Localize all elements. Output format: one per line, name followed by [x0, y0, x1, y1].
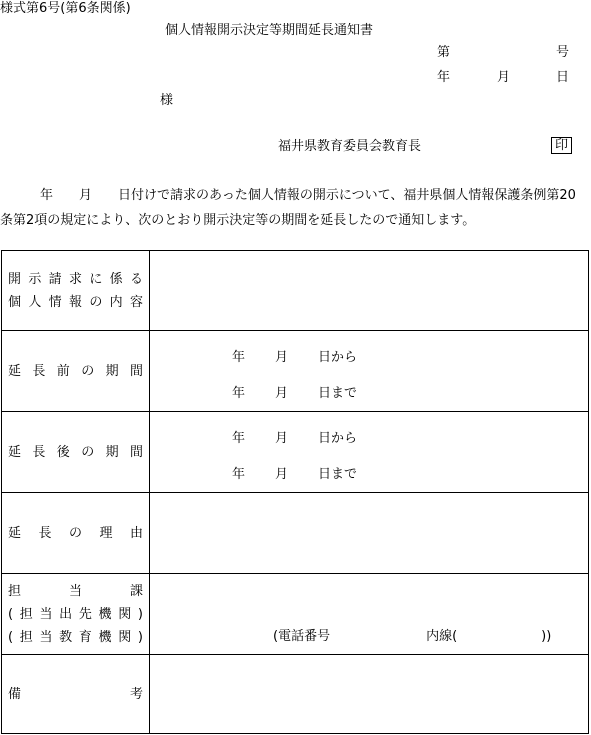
- table-row: [2, 331, 589, 412]
- table-row: [2, 251, 589, 331]
- request-content-cell[interactable]: [150, 251, 589, 331]
- row-label: 延長の理由: [8, 525, 143, 541]
- year-label: 年: [232, 431, 246, 446]
- form-table: [1, 250, 589, 734]
- row-label: 個人情報の内容: [8, 294, 143, 310]
- row-label: 延長後の期間: [8, 444, 143, 460]
- row-label: (担当出先機関): [8, 606, 143, 622]
- number-suffix: 号: [556, 45, 570, 60]
- month-label: 月: [275, 431, 289, 446]
- year-label: 年: [232, 467, 246, 482]
- to-label: 日まで: [318, 386, 358, 401]
- addressee-suffix: 様: [160, 93, 174, 108]
- row-label: 開示請求に係る: [8, 271, 143, 287]
- row-label: 備考: [8, 686, 143, 702]
- month-label: 月: [275, 467, 289, 482]
- date-year: 年: [437, 70, 451, 85]
- year-label: 年: [232, 386, 246, 401]
- year-label: 年: [232, 350, 246, 365]
- month-label: 月: [275, 386, 289, 401]
- table-row: [2, 655, 589, 734]
- label-cell: [2, 412, 150, 493]
- number-prefix: 第: [437, 45, 451, 60]
- from-label: 日から: [318, 350, 358, 365]
- label-cell: [2, 574, 150, 655]
- form-number: 様式第6号(第6条関係): [0, 1, 131, 16]
- label-cell: [2, 493, 150, 574]
- phone-line: [273, 625, 551, 644]
- label-cell: [2, 331, 150, 412]
- extension-label: 内線(: [426, 629, 458, 644]
- row-label: (担当教育機関): [8, 629, 143, 645]
- table-row: [2, 574, 589, 655]
- table-row: [2, 412, 589, 493]
- label-cell: [2, 251, 150, 331]
- date-from-line: [232, 346, 357, 365]
- issuer-name: 福井県教育委員会教育長: [278, 139, 422, 154]
- date-day: 日: [556, 70, 570, 85]
- month-label: 月: [275, 350, 289, 365]
- to-label: 日まで: [318, 467, 358, 482]
- period-after-cell[interactable]: [150, 412, 589, 493]
- date-to-line: [232, 382, 357, 401]
- date-month: 月: [497, 70, 511, 85]
- date-from-line: [232, 427, 357, 446]
- remarks-cell[interactable]: [150, 655, 589, 734]
- document-title: 個人情報開示決定等期間延長通知書: [165, 23, 374, 38]
- seal-mark: 印: [551, 137, 572, 154]
- body-paragraph: 年 月 日付けで請求のあった個人情報の開示について、福井県個人情報保護条例第20条第2項の規定により、次のとおり開示決定等の期間を延長したので通知します。: [0, 188, 576, 228]
- date-to-line: [232, 463, 357, 482]
- department-cell[interactable]: [150, 574, 589, 655]
- extension-reason-cell[interactable]: [150, 493, 589, 574]
- from-label: 日から: [318, 431, 358, 446]
- period-before-cell[interactable]: [150, 331, 589, 412]
- label-cell: [2, 655, 150, 734]
- table-row: [2, 493, 589, 574]
- row-label: 担当課: [8, 583, 143, 599]
- phone-label: (電話番号: [273, 629, 331, 644]
- closing-parens: )): [541, 629, 552, 644]
- row-label: 延長前の期間: [8, 363, 143, 379]
